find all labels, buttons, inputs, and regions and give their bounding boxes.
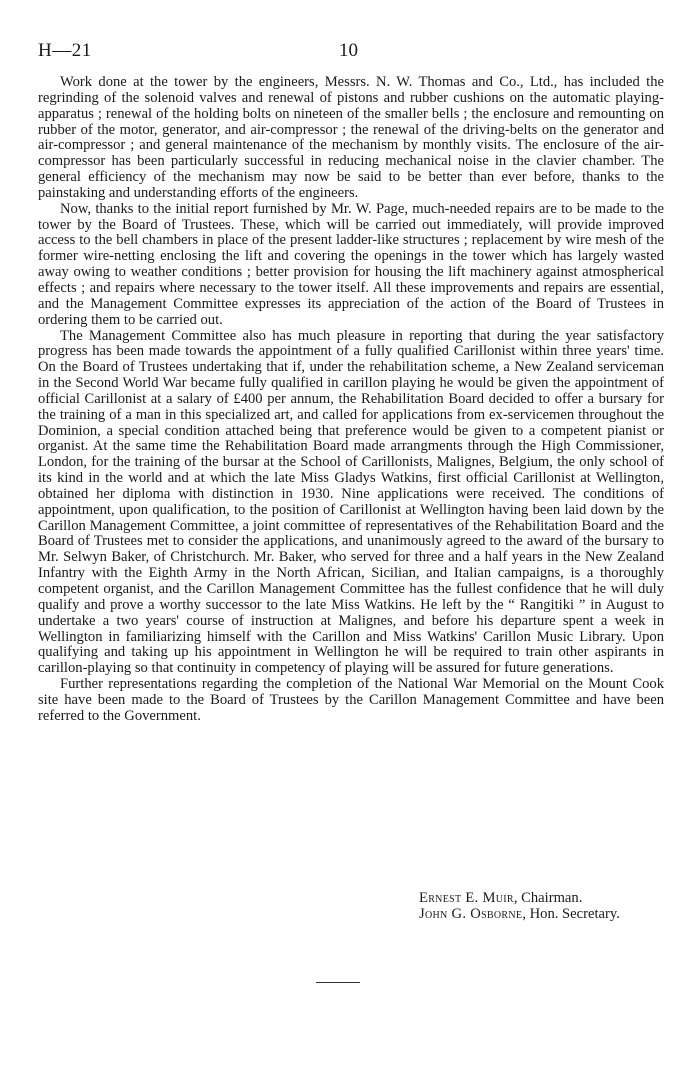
paragraph-tower-repairs: Now, thanks to the initial report furnished by Mr. W. Page, much-needed repairs are to be made to the tower by the Board of Trustees. These, which will be carried out immediately, will provide improved access to the bell chambers in place of the present ladder-like structures ; replacement by wire mesh of the former wire-netting enclosing the lift and covering the openings in the tower which has largely wasted away owing to weather conditions ; better provision for housing the lift machinery against atmospherical effects ; and repairs where necessary to the tower itself. All these improvements and repairs are essential, and the Management Committee expresses its appreciation of the action of the Board of Trustees in ordering them to be carried out. (38, 200, 664, 328)
document-reference: H—21 (38, 40, 92, 61)
paragraph-war-memorial: Further representations regarding the completion of the National War Memorial on the Mount Cook site have been made to the Board of Trustees by the Carillon Management Committee and have been referred to the Government. (38, 676, 664, 724)
closing-rule (316, 982, 360, 983)
body-text (38, 75, 664, 725)
signature-chairman (419, 890, 582, 907)
signature-secretary (419, 906, 620, 923)
paragraph-engineers-work: Work done at the tower by the engineers, Messrs. N. W. Thomas and Co., Ltd., has included the regrinding of the solenoid valves and renewal of pistons and rubber cushions on the automatic playing-apparatus ; renewal of the holding bolts on nineteen of the smaller bells ; the enclosure and remounting on rubber of the motor, generator, and air-compressor ; the renewal of the driving-belts on the generator and air-compressor ; and general maintenance of the mechanism by monthly visits. The enclosure of the air-compressor has been particularly successful in reducing mechanical noise in the clavier chamber. The general efficiency of the mechanism may now be said to be better than ever before, thanks to the painstaking and understanding efforts of the engineers. (38, 74, 664, 201)
signature-name: John G. Osborne (419, 906, 523, 922)
signature-title: , Chairman. (513, 890, 583, 906)
signature-title: , Hon. Secretary. (522, 906, 620, 922)
page-number: 10 (339, 40, 358, 61)
paragraph-carillonist-bursary: The Management Committee also has much pleasure in reporting that during the year satisfactory progress has been made towards the appointment of a fully qualified Carillonist within three years' time. On the Board of Trustees undertaking that if, under the rehabilitation scheme, a New Zealand serviceman in the Second World War became fully qualified in carillon playing he would be given the appointment of official Carillonist at a salary of £400 per annum, the Rehabilitation Board decided to offer a bursary for the training of a man in this specialized art, and called for applications from ex-servicemen throughout the Dominion, a special condition attached being that preference would be given to a competent pianist or organist. At the same time the Rehabilitation Board made arrangments through the High Commissioner, London, for the training of the bursar at the School of Carillonists, Malignes, Belgium, the only school of its kind in the world and at which the late Miss Gladys Watkins, first official Carillonist at Wellington, obtained her diploma with distinction in 1930. Nine applications were received. The conditions of appointment, upon qualification, to the position of Carillonist at Wellington having been laid down by the Carillon Management Committee, a joint committee of representatives of the Rehabilitation Board and the Board of Trustees met to consider the applications, and unanimously agreed to the award of the bursary to Mr. Selwyn Baker, of Christchurch. Mr. Baker, who served for three and a half years in the New Zealand Infantry with the Eighth Army in the North African, Sicilian, and Italian campaigns, is a thoroughly competent organist, and the Carillon Management Committee has the fullest confidence that he will duly qualify and prove a worthy successor to the late Miss Watkins. He left by the “ Rangitiki ” in August to undertake a two years' course of instruction at Malignes, and before his departure spent a week in Wellington in familiarizing himself with the Carillon and Miss Watkins' Carillon Music Library. Upon qualifying and taking up his appointment in Wellington he will be required to train other aspirants in carillon-playing so that continuity in competency of playing will be assured for future generations. (38, 327, 664, 677)
signature-name: Ernest E. Muir (419, 890, 514, 906)
